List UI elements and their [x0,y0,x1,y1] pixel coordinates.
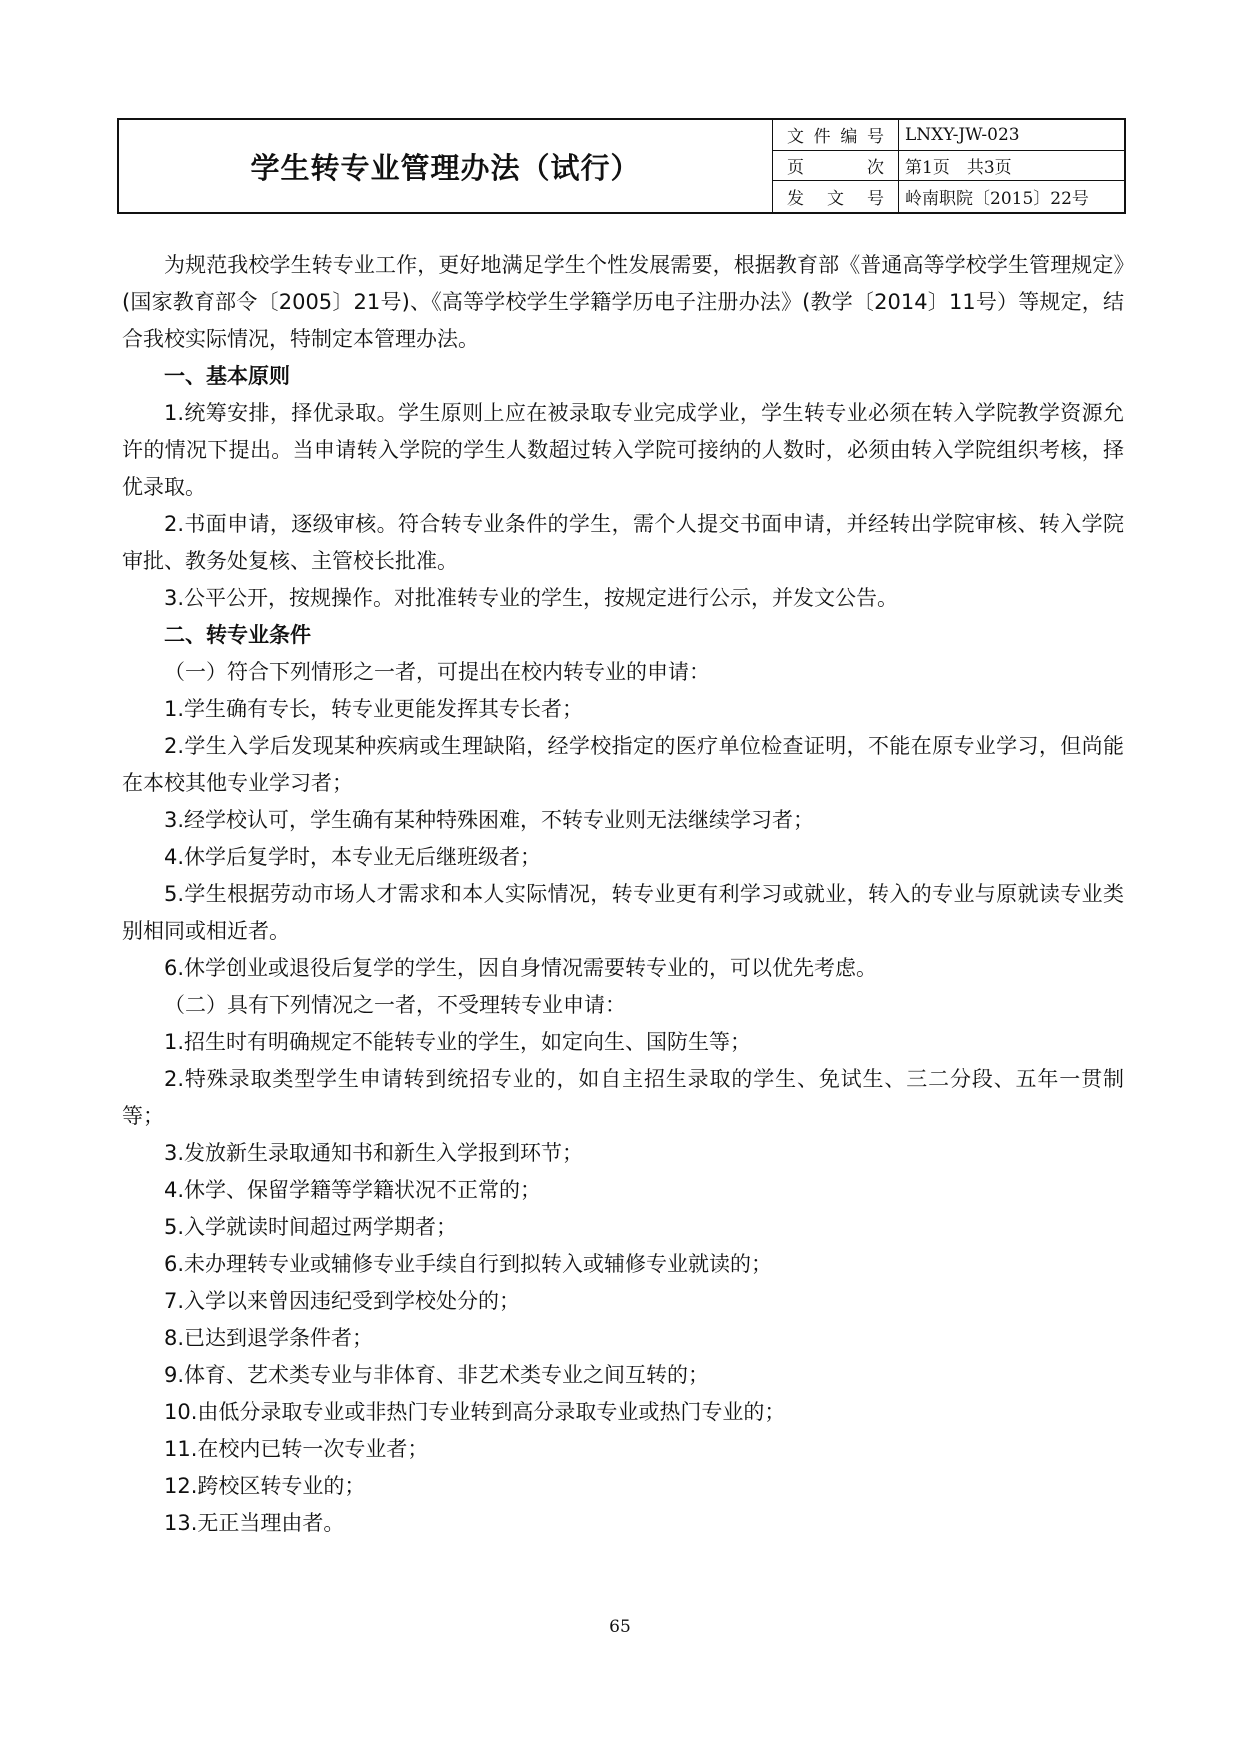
list-item: 5.入学就读时间超过两学期者； [164,1215,458,1239]
issue-number-value: 岭南职院〔2015〕22号 [905,189,1089,210]
page-label: 页 次 [773,151,899,181]
list-item: 5.学生根据劳动市场人才需求和本人实际情况，转专业更有利学习或就业，转入的专业与原就读专业类别相同或相近者。 [122,882,1124,943]
subheading: （一）符合下列情形之一者，可提出在校内转专业的申请： [164,660,710,684]
list-item: 13.无正当理由者。 [164,1511,345,1535]
section-heading: 一、基本原则 [164,364,290,388]
list-item: 10.由低分录取专业或非热门专业转到高分录取专业或热门专业的； [164,1400,786,1424]
page-number: 65 [609,1617,631,1637]
document-info-table [773,120,1124,212]
list-item: 4.休学、保留学籍等学籍状况不正常的； [164,1178,542,1202]
list-item: 7.入学以来曾因违纪受到学校处分的； [164,1289,521,1313]
list-item: 12.跨校区转专业的； [164,1474,366,1498]
list-item: 8.已达到退学条件者； [164,1326,374,1350]
list-item: 1.学生确有专长，转专业更能发挥其专长者； [164,697,584,721]
section-heading: 二、转专业条件 [164,623,311,647]
file-number-value: LNXY-JW-023 [905,124,1020,145]
paragraph: 2.书面申请，逐级审核。符合转专业条件的学生，需个人提交书面申请，并经转出学院审核、转入学院审批、教务处复核、主管校长批准。 [122,512,1124,573]
list-item: 1.招生时有明确规定不能转专业的学生，如定向生、国防生等； [164,1030,752,1054]
list-item: 3.发放新生录取通知书和新生入学报到环节； [164,1141,584,1165]
subheading: （二）具有下列情况之一者，不受理转专业申请： [164,993,626,1017]
paragraph: 3.公平公开，按规操作。对批准转专业的学生，按规定进行公示，并发文公告。 [164,586,899,610]
info-row-issue-number [773,181,1124,212]
list-item: 2.学生入学后发现某种疾病或生理缺陷，经学校指定的医疗单位检查证明，不能在原专业学习，但尚能在本校其他专业学习者； [122,734,1124,795]
list-item: 9.体育、艺术类专业与非体育、非艺术类专业之间互转的； [164,1363,710,1387]
list-item: 11.在校内已转一次专业者； [164,1437,429,1461]
list-item: 6.未办理转专业或辅修专业手续自行到拟转入或辅修专业就读的； [164,1252,773,1276]
info-row-file-number [773,120,1124,151]
issue-number-label: 发 文 号 [773,181,899,212]
document-body [122,247,1124,1542]
file-number-label: 文 件 编 号 [773,120,899,150]
list-item: 6.休学创业或退役后复学的学生，因自身情况需要转专业的，可以优先考虑。 [164,956,878,980]
info-row-page [773,151,1124,182]
document-title: 学生转专业管理办法（试行） [119,120,773,212]
page-value: 第1页 共3页 [905,157,1012,178]
list-item: 2.特殊录取类型学生申请转到统招专业的，如自主招生录取的学生、免试生、三二分段、五年一贯制等； [122,1067,1124,1128]
list-item: 3.经学校认可，学生确有某种特殊困难，不转专业则无法继续学习者； [164,808,815,832]
list-item: 4.休学后复学时，本专业无后继班级者； [164,845,542,869]
paragraph: 1.统筹安排，择优录取。学生原则上应在被录取专业完成学业，学生转专业必须在转入学院教学资源允许的情况下提出。当申请转入学院的学生人数超过转入学院可接纳的人数时，必须由转入学院组织考核，择优录取。 [122,401,1124,499]
document-header [117,118,1126,214]
intro-paragraph: 为规范我校学生转专业工作，更好地满足学生个性发展需要，根据教育部《普通高等学校学生管理规定》(国家教育部令〔2005〕21号)、《高等学校学生学籍学历电子注册办法》(教学〔2014〕11号）等规定，结合我校实际情况，特制定本管理办法。 [122,253,1124,351]
